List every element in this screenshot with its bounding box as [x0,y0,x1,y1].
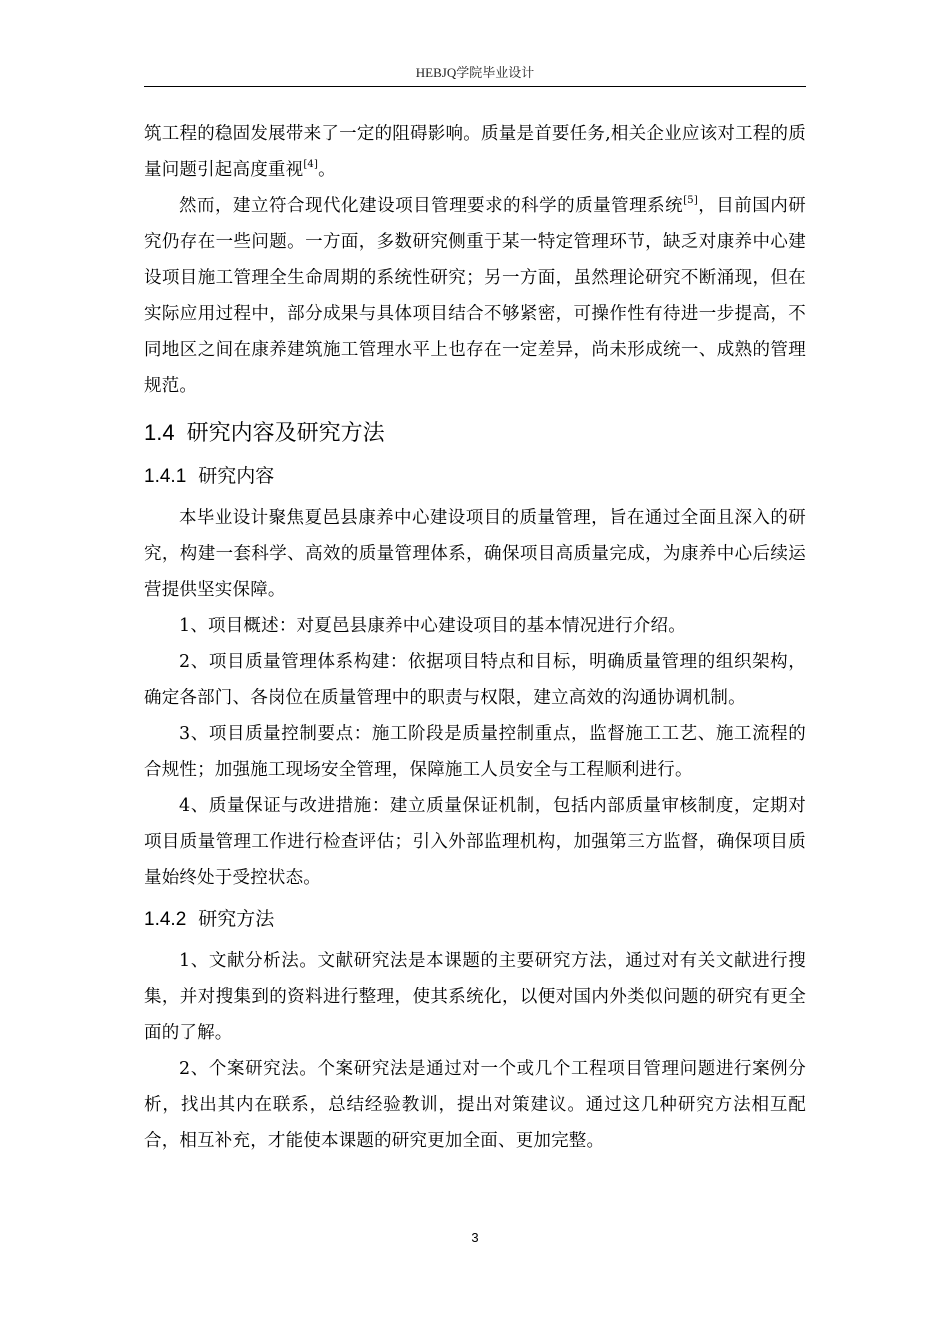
method-item: 2、个案研究法。个案研究法是通过对一个或几个工程项目管理问题进行案例分析，找出其内在联系，总结经验教训，提出对策建议。通过这几种研究方法相互配合，相互补充，才能使本课题的研究更加全面、更加完整。 [144,1059,806,1151]
subsection-number: 1.4.1 [144,466,187,487]
page-header [144,62,806,81]
paragraph-text: 然而，建立符合现代化建设项目管理要求的科学的质量管理系统 [179,196,684,216]
citation-ref: [4] [303,159,319,170]
paragraph-continuation [144,116,806,188]
paragraph-text: ，目前国内研究仍存在一些问题。一方面，多数研究侧重于某一特定管理环节，缺乏对康养中心建设项目施工管理全生命周期的系统性研究；另一方面，虽然理论研究不断涌现，但在实际应用过程中，部分成果与具体项目结合不够紧密，可操作性有待进一步提高，不同地区之间在康养建筑施工管理水平上也存在一定差异，尚未形成统一、成熟的管理规范。 [144,196,806,396]
subsection-heading-methods [144,902,806,937]
page-number: 3 [471,1230,479,1245]
list-item: 4、质量保证与改进措施：建立质量保证机制，包括内部质量审核制度，定期对项目质量管理工作进行检查评估；引入外部监理机构，加强第三方监督，确保项目质量始终处于受控状态。 [144,796,806,888]
document-body [144,116,806,1159]
section-number: 1.4 [144,420,175,445]
section-heading [144,416,806,451]
subsection-title: 研究方法 [198,908,275,930]
subsection-title: 研究内容 [198,465,275,487]
header-title: HEBJQ学院毕业设计 [415,65,535,80]
header-rule [144,86,806,87]
paragraph-research-gaps [144,188,806,404]
paragraph-text: 筑工程的稳固发展带来了一定的阻碍影响。质量是首要任务,相关企业应该对工程的质量问题引起高度重视 [144,124,806,180]
section-title: 研究内容及研究方法 [186,421,385,446]
method-item: 1、文献分析法。文献研究法是本课题的主要研究方法，通过对有关文献进行搜集，并对搜集到的资料进行整理，使其系统化，以便对国内外类似问题的研究有更全面的了解。 [144,951,806,1043]
paragraph-end: 。 [318,160,336,180]
list-item: 2、项目质量管理体系构建：依据项目特点和目标，明确质量管理的组织架构，确定各部门、各岗位在质量管理中的职责与权限，建立高效的沟通协调机制。 [144,652,806,708]
citation-ref: [5] [683,195,698,206]
list-item: 1、项目概述：对夏邑县康养中心建设项目的基本情况进行介绍。 [179,616,686,636]
list-item: 3、项目质量控制要点：施工阶段是质量控制重点，监督施工工艺、施工流程的合规性；加强施工现场安全管理，保障施工人员安全与工程顺利进行。 [144,724,806,780]
subsection-heading-content [144,459,806,494]
subsection-number: 1.4.2 [144,909,187,930]
paragraph-research-focus: 本毕业设计聚焦夏邑县康养中心建设项目的质量管理，旨在通过全面且深入的研究，构建一套科学、高效的质量管理体系，确保项目高质量完成，为康养中心后续运营提供坚实保障。 [144,508,806,600]
